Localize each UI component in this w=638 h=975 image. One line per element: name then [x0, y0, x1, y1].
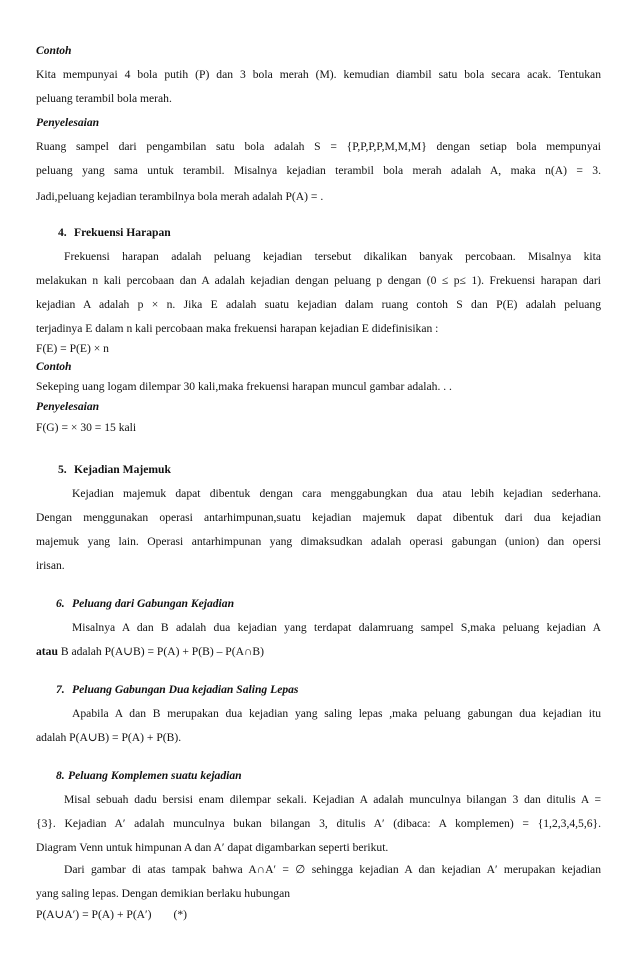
- paragraph-line: Dari gambar di atas tampak bahwa A∩A′ = ∅ sehingga kejadian A dan kejadian A′ merupakan kejadian: [64, 863, 601, 876]
- paragraph-line: melakukan n kali percobaan dan A adalah kejadian dengan peluang p dengan (0 ≤ p≤ 1). Frekuensi harapan dari: [36, 274, 601, 287]
- solution-line: Ruang sampel dari pengambilan satu bola adalah S = {P,P,P,P,M,M,M} dengan setiap bola mempunyai: [36, 140, 601, 153]
- section-title: Peluang dari Gabungan Kejadian: [72, 597, 235, 610]
- formula: P(A∪A′) = P(A) + P(A′): [36, 908, 152, 921]
- paragraph-line: adalah P(A∪B) = P(A) + P(B).: [36, 731, 182, 744]
- penyelesaian-label: Penyelesaian: [36, 400, 100, 413]
- contoh-text-line: Kita mempunyai 4 bola putih (P) dan 3 bola merah (M). kemudian diambil satu bola secara acak. Tentukan: [36, 68, 601, 81]
- formula: F(E) = P(E) × n: [36, 342, 109, 355]
- paragraph-line: {3}. Kejadian A′ adalah munculnya bukan bilangan 3, ditulis A′ (dibaca: A komplemen) = {1,2,3,4,5,6}.: [36, 817, 601, 830]
- section-title: Peluang Gabungan Dua kejadian Saling Lepas: [72, 683, 299, 696]
- paragraph-line: kejadian A adalah p × n. Jika E adalah suatu kejadian dalam ruang contoh S dan P(E) adalah peluang: [36, 298, 601, 311]
- paragraph-line: [36, 645, 601, 659]
- paragraph-line: yang saling lepas. Dengan demikian berlaku hubungan: [36, 887, 291, 900]
- section-heading: [56, 597, 601, 611]
- solution-line: peluang yang sama untuk terambil. Misalnya kejadian terambil bola merah adalah A, maka n(A) = 3.: [36, 164, 601, 177]
- contoh-text-line: peluang terambil bola merah.: [36, 92, 172, 105]
- paragraph-line: majemuk yang lain. Operasi antarhimpunan yang dimaksudkan adalah operasi gabungan (union) dan opersi: [36, 535, 601, 548]
- section-heading: [56, 683, 601, 697]
- answer-formula: F(G) = × 30 = 15 kali: [36, 421, 137, 434]
- formula-text: B adalah P(A∪B) = P(A) + P(B) – P(A∩B): [60, 645, 264, 658]
- paragraph-line: Misal sebuah dadu bersisi enam dilempar sekali. Kejadian A adalah munculnya bilangan 3 dan ditulis A =: [64, 793, 601, 806]
- formula-tag: (*): [173, 908, 187, 921]
- section-number: 7.: [56, 683, 65, 696]
- paragraph-line: Kejadian majemuk dapat dibentuk dengan cara menggabungkan dua atau lebih kejadian sederhana.: [72, 487, 601, 500]
- contoh-label: Contoh: [36, 44, 72, 57]
- paragraph-line: Diagram Venn untuk himpunan A dan A′ dapat digambarkan seperti berikut.: [36, 841, 389, 854]
- contoh-text: Sekeping uang logam dilempar 30 kali,maka frekuensi harapan muncul gambar adalah. . .: [36, 380, 452, 393]
- formula-line: [36, 908, 601, 922]
- section-number: 8.: [56, 769, 65, 782]
- paragraph-line: terjadinya E dalam n kali percobaan maka frekuensi harapan kejadian E didefinisikan :: [36, 322, 439, 335]
- section-number: 5.: [58, 463, 67, 476]
- bold-word: atau: [36, 645, 58, 658]
- section-number: 4.: [58, 226, 67, 239]
- solution-line: Jadi,peluang kejadian terambilnya bola merah adalah P(A) = .: [36, 190, 324, 203]
- section-heading: [58, 226, 603, 240]
- paragraph-line: Apabila A dan B merupakan dua kejadian yang saling lepas ,maka peluang gabungan dua kejadian itu: [72, 707, 601, 720]
- paragraph-line: Frekuensi harapan adalah peluang kejadian tersebut dikalikan banyak percobaan. Misalnya kita: [64, 250, 601, 263]
- paragraph-line: irisan.: [36, 559, 65, 572]
- paragraph-line: Misalnya A dan B adalah dua kejadian yang terdapat dalamruang sampel S,maka peluang kejadian A: [72, 621, 601, 634]
- penyelesaian-label: Penyelesaian: [36, 116, 100, 129]
- section-heading: [56, 769, 601, 783]
- section-title: Kejadian Majemuk: [74, 463, 171, 476]
- contoh-label: Contoh: [36, 360, 72, 373]
- paragraph-line: Dengan menggunakan operasi antarhimpunan,suatu kejadian majemuk dapat dibentuk dari dua kejadian: [36, 511, 601, 524]
- section-number: 6.: [56, 597, 65, 610]
- section-title: Peluang Komplemen suatu kejadian: [68, 769, 242, 782]
- section-title: Frekuensi Harapan: [74, 226, 171, 239]
- section-heading: [58, 463, 603, 477]
